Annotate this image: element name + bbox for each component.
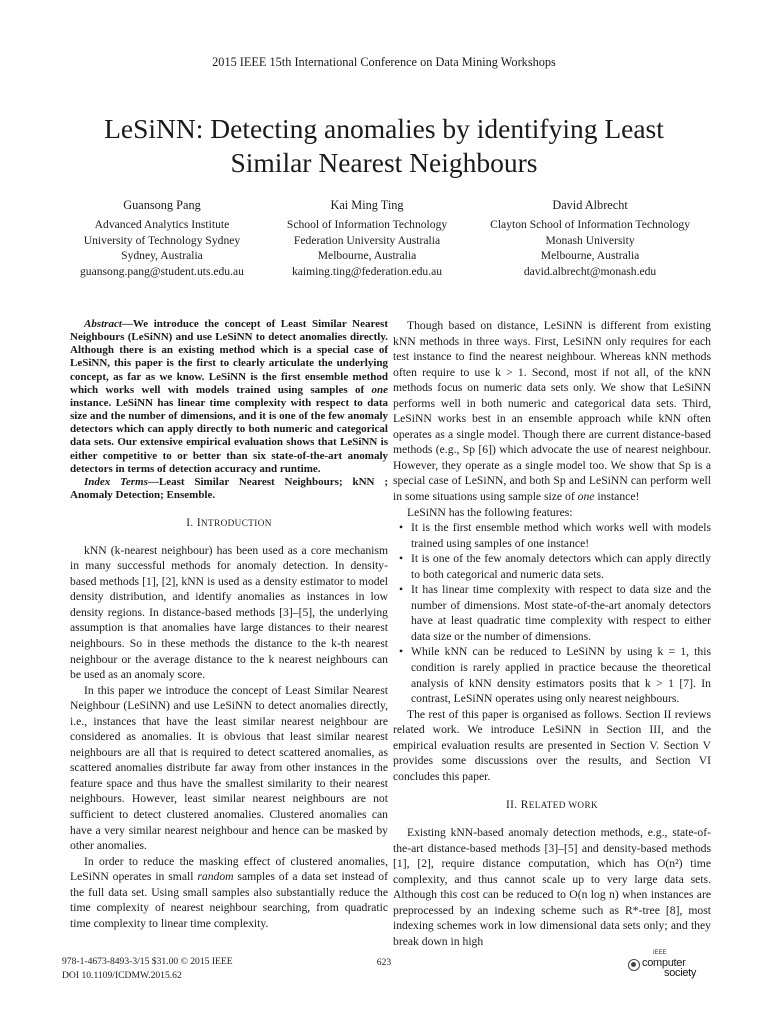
features-intro: LeSiNN has the following features:: [407, 505, 573, 519]
computer-society-logo: [626, 950, 716, 980]
paragraph: Existing kNN-based anomaly detection methods, e.g., state-of-the-art distance-based methods [3]–[5] and density-based methods [1], [2], require distance computation, which has O(n²) time complexity, and thus cannot scale up to very large data sets. Although this cost can be reduced to O(n log n) when instances are preprocessed by an indexing scheme such as R*-tree [8], most indexing schemes work in low dimensional data sets only; and they break down in high: [393, 825, 711, 948]
page-number: 623: [376, 957, 392, 968]
feature-list: [393, 520, 711, 707]
paragraph: kNN (k-nearest neighbour) has been used as a core mechanism in many successful methods for anomaly detection. In density-based methods [1], [2], kNN is used as a density estimator to model density distribution, and identify anomalies as instances in low density regions. In distance-based methods [3]–[5], the underlying assumption is that anomalies have large distances to their nearest neighbours. So in these methods the distance to the k-th nearest neighbour or the average distance to the k nearest neighbours can be used as an anomaly score.: [70, 543, 388, 682]
author-name: Guansong Pang: [123, 198, 201, 212]
paragraph: [70, 854, 388, 932]
list-item: • While kNN can be reduced to LeSiNN by using k = 1, this condition is rarely applied in practice because the theoretical analysis of kNN density estimators posits that k > 1 [7]. In contrast, LeSiNN operates using only nearest neighbours.: [393, 644, 711, 706]
paper-title: [40, 112, 728, 180]
title-line-1: LeSiNN: Detecting anomalies by identifying Least: [104, 113, 664, 144]
section-title-mid: ELATED: [528, 800, 569, 811]
author-name: David Albrecht: [552, 198, 628, 212]
paragraph: In this paper we introduce the concept of Least Similar Nearest Neighbour (LeSiNN) and use LeSiNN to detect anomalies directly, i.e., instances that have the least similar nearest neighbour are considered as anomalies. It is obvious that least similar nearest neighbours are all that is required to detect scattered anomalies, as scattered anomalies distribute far away from other instances in the feature space and thus have the smallest similarity to their nearest neighbours. However, least similar nearest neighbours are not sufficient to detect clustered anomalies. Clustered anomalies can have a very similar nearest neighbour and hence can be masked by other anomalies.: [70, 683, 388, 853]
author-2: [287, 198, 447, 280]
paragraph-text: In order to reduce the masking effect of clustered anomalies, LeSiNN operates in small: [70, 854, 388, 884]
author-affiliation: University of Technology Sydney: [83, 233, 241, 247]
section-heading-introduction: [70, 516, 388, 532]
paragraph: The rest of this paper is organised as follows. Section II reviews related work. We introduce LeSiNN in Section III, and the empirical evaluation results are presented in Section V. Section V provides some discussions over the results, and Section VI concludes this paper.: [393, 707, 711, 783]
list-item: • It is one of the few anomaly detectors which can apply directly to both categorical and numeric data sets.: [393, 551, 711, 582]
abstract-emphasis: one: [371, 383, 388, 396]
right-column: [393, 318, 711, 949]
author-name: Kai Ming Ting: [330, 198, 404, 212]
author-block: [80, 198, 690, 280]
abstract-text: instance. LeSiNN has linear time complexity with respect to data size and the number of dimensions, and it is one of the few anomaly detectors which can apply directly to both numeric and categorical data sets. Our extensive empirical evaluation shows that LeSiNN is either competitive to or better than six state-of-the-art anomaly detectors in terms of detection accuracy and runtime.: [70, 396, 388, 475]
abstract: [70, 318, 388, 476]
doi-line: DOI 10.1109/ICDMW.2015.62: [62, 970, 182, 981]
author-location: Melbourne, Australia: [540, 249, 640, 263]
author-email: guansong.pang@student.uts.edu.au: [80, 265, 244, 279]
index-terms: [70, 476, 388, 502]
section-number: II.: [505, 799, 518, 812]
left-column: [70, 318, 388, 931]
author-affiliation: School of Information Technology: [286, 217, 448, 231]
author-3: [490, 198, 690, 280]
author-affiliation: Monash University: [545, 233, 635, 247]
paragraph-emphasis: random: [197, 870, 234, 884]
paragraph-emphasis: one: [577, 490, 595, 504]
logo-text-bot: society: [664, 967, 697, 979]
author-affiliation: Advanced Analytics Institute: [94, 217, 230, 231]
paragraph-text: instance!: [594, 490, 640, 504]
isbn-line: 978-1-4673-8493-3/15 $31.00 © 2015 IEEE: [62, 956, 233, 967]
paragraph-text: samples of a data set instead of the full data set. Using small samples also substantially reduce the time complexity of nearest neighbour searching, from quadratic time complexity to linear time complexity.: [70, 870, 388, 930]
section-title-initial: R: [520, 799, 529, 812]
section-heading-related-work: [393, 798, 711, 814]
computer-society-icon: [628, 959, 640, 971]
abstract-text: —We introduce the concept of Least Similar Nearest Neighbours (LeSiNN) and use LeSiNN to detect anomalies directly. Although there is an existing method which is a special case of LeSiNN, this paper is the first to clearly articulate the underlying concept, as far as we know. LeSiNN is the first ensemble method which works well with models trained using samples of: [70, 318, 388, 396]
list-item: • It has linear time complexity with respect to data size and the number of dimensions. Most state-of-the-art anomaly detectors have at least quadratic time complexity with respect to either data size or the number of dimensions.: [393, 582, 711, 644]
author-email: david.albrecht@monash.edu: [523, 265, 657, 279]
author-1: [80, 198, 244, 280]
index-terms-label: Index Terms: [84, 475, 148, 488]
list-item: • It is the first ensemble method which works well with models trained using samples of one instance!: [393, 520, 711, 551]
author-affiliation: Clayton School of Information Technology: [490, 217, 690, 231]
author-location: Melbourne, Australia: [317, 249, 417, 263]
title-line-2: Similar Nearest Neighbours: [230, 147, 538, 178]
section-number: I.: [186, 517, 194, 530]
abstract-label: Abstract: [84, 318, 122, 330]
author-location: Sydney, Australia: [121, 249, 203, 263]
logo-text-mid: computer: [642, 957, 686, 969]
paragraph-text: Though based on distance, LeSiNN is different from existing kNN methods in three ways. First, LeSiNN only requires for each test instance to find the nearest neighbour. Whereas kNN methods often require to use k > 1. Second, most if not all, of the kNN methods focus on numeric data sets only. We show that LeSiNN performs well in both numeric and categorical data sets. Third, LeSiNN works best in an ensemble approach while kNN often operates as a single model. Though there are current distance-based methods (e.g., Sp [6]) which advocate the use of nearest neighbour. However, they operate as a single model too. We show that Sp is a special case of LeSiNN, and both Sp and LeSiNN can perform well in some situations using sample size of: [393, 319, 711, 504]
index-terms-text: —Least Similar Nearest Neighbours; kNN ; Anomaly Detection; Ensemble.: [70, 475, 388, 502]
section-title-rest: NTRODUCTION: [201, 518, 272, 529]
author-email: kaiming.ting@federation.edu.au: [291, 265, 443, 279]
logo-text-top: IEEE: [653, 950, 667, 956]
section-title-rest: WORK: [568, 800, 599, 811]
paragraph: [393, 318, 711, 505]
section-title-initial: I: [196, 517, 202, 530]
author-affiliation: Federation University Australia: [293, 233, 441, 247]
conference-header: 2015 IEEE 15th International Conference on Data Mining Workshops: [212, 55, 556, 69]
